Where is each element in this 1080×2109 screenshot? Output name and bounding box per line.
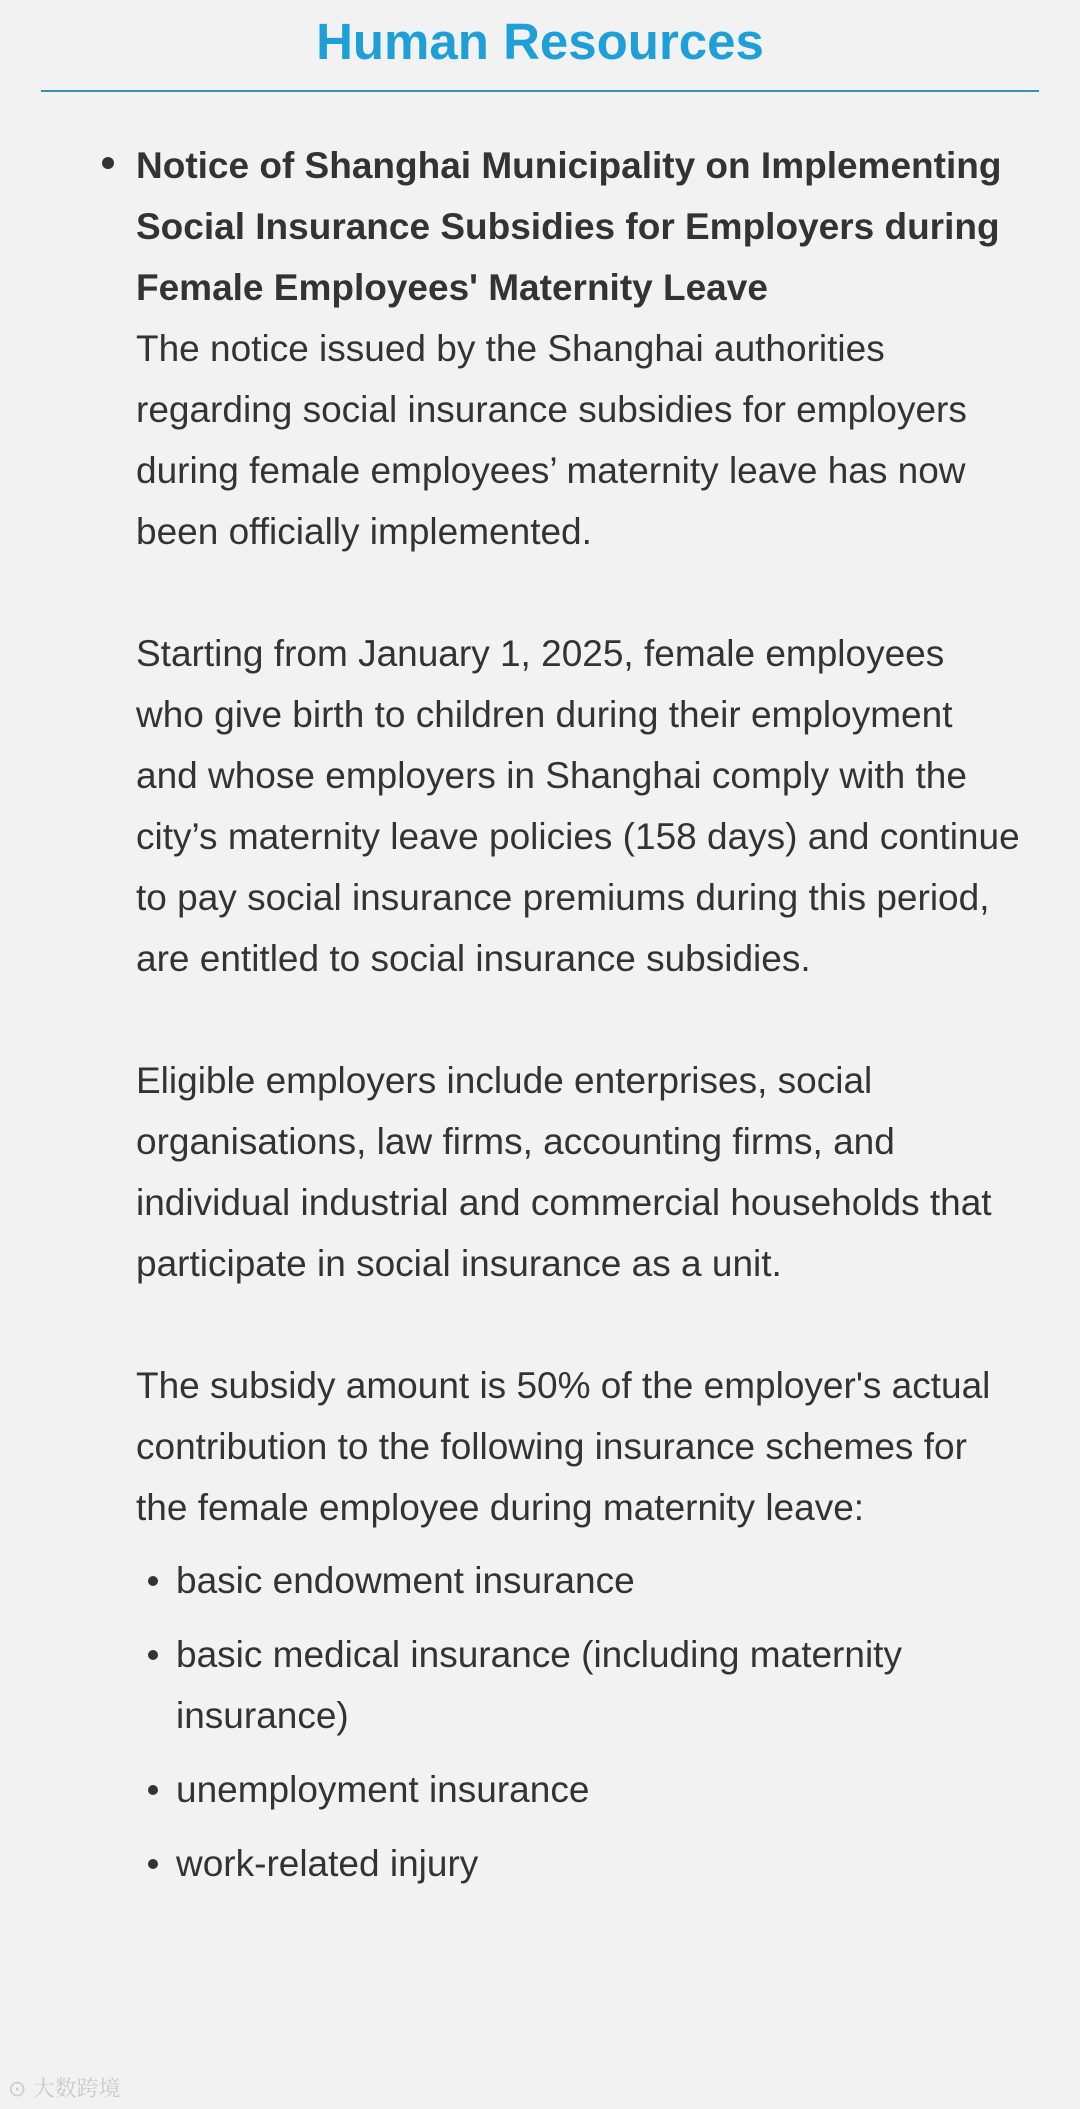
list-item-label: unemployment insurance: [176, 1769, 590, 1810]
notice-paragraph: Eligible employers include enterprises, social organisations, law firms, accounting firms, and individual industrial and commercial households that participate in social insurance as a unit.: [136, 1060, 992, 1284]
insurance-scheme-list: [136, 1550, 1020, 1894]
notice-item: [0, 135, 1080, 1894]
bullet-icon: [148, 1859, 158, 1869]
notice-paragraph: The notice issued by the Shanghai authorities regarding social insurance subsidies for employers during female employees’ maternity leave has now been officially implemented.: [136, 328, 967, 552]
bullet-icon: [102, 157, 114, 169]
watermark-text: 大数跨境: [32, 2076, 121, 2101]
bullet-icon: [148, 1650, 158, 1660]
list-item: [136, 1833, 1020, 1894]
list-item-label: basic endowment insurance: [176, 1560, 635, 1601]
bullet-icon: [148, 1785, 158, 1795]
notice-paragraph: Starting from January 1, 2025, female employees who give birth to children during their employment and whose employers in Shanghai comply with the city’s maternity leave policies (158 days) and continue to pay social insurance premiums during this period, are entitled to social insurance subsidies.: [136, 633, 1020, 979]
watermark: [8, 2072, 121, 2103]
list-item-label: work-related injury: [176, 1843, 479, 1884]
article-content: [0, 135, 1080, 1907]
list-item-label: basic medical insurance (including maternity insurance): [176, 1634, 902, 1736]
watermark-logo-icon: ⊙: [8, 2076, 27, 2101]
list-item: [136, 1550, 1020, 1611]
page-title: Human Resources: [316, 13, 764, 70]
list-item: [136, 1759, 1020, 1820]
list-item: [136, 1624, 1020, 1746]
notice-title: Notice of Shanghai Municipality on Implementing Social Insurance Subsidies for Employers during Female Employees' Maternity Leave: [136, 145, 1002, 308]
page-header: [41, 0, 1039, 92]
bullet-icon: [148, 1576, 158, 1586]
notice-paragraph: The subsidy amount is 50% of the employer's actual contribution to the following insurance schemes for the female employee during maternity leave:: [136, 1365, 991, 1528]
